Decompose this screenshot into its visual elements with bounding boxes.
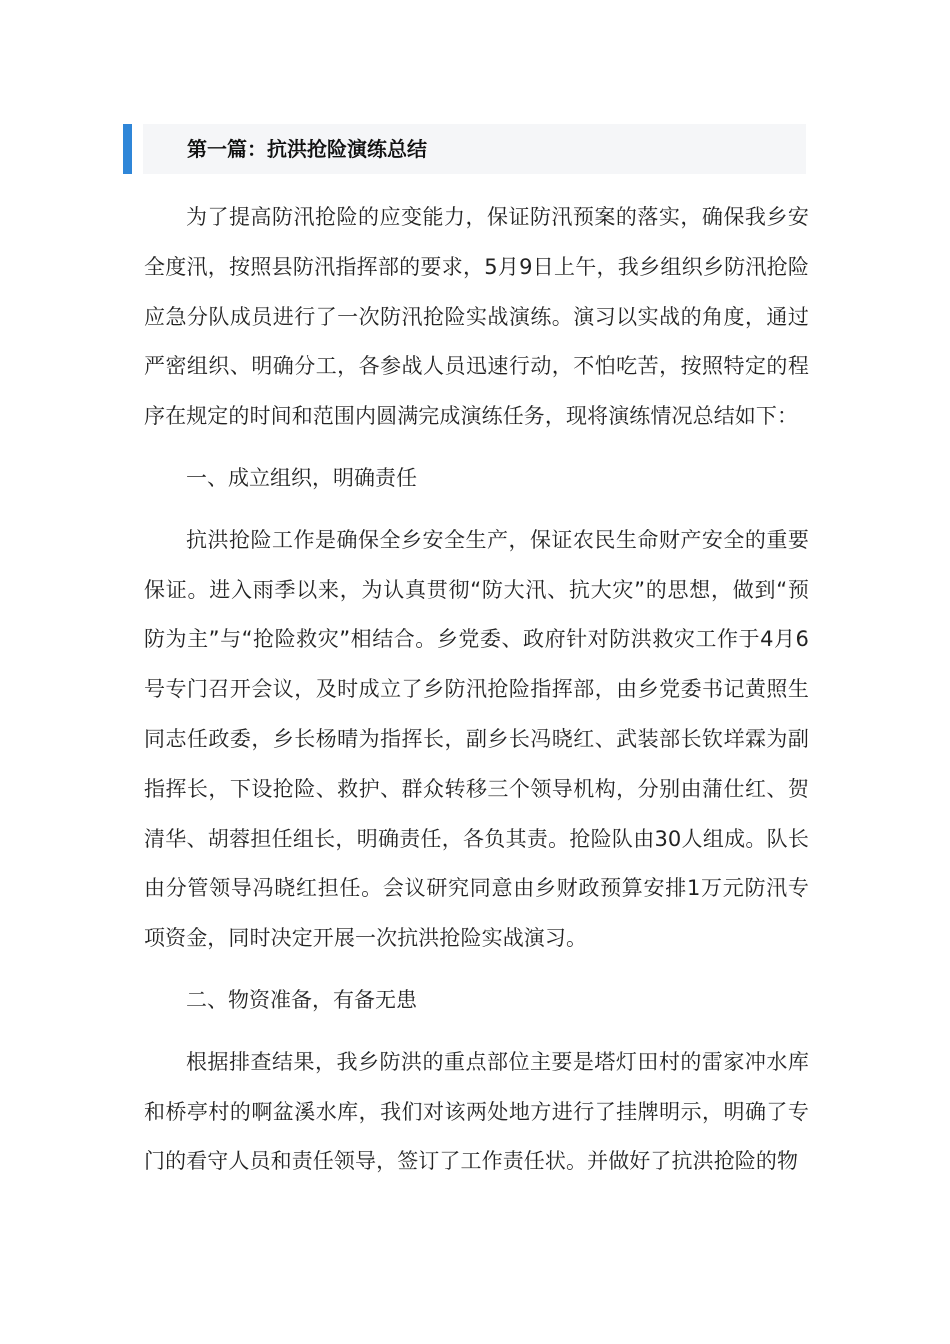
intro-paragraph: 为了提高防汛抢险的应变能力，保证防汛预案的落实，确保我乡安全度汛，按照县防汛指挥部的要求，5月9日上午，我乡组织乡防汛抢险应急分队成员进行了一次防汛抢险实战演练。演习以实战的角度，通过严密组织、明确分工，各参战人员迅速行动，不怕吃苦，按照特定的程序在规定的时间和范围内圆满完成演练任务，现将演练情况总结如下： (144, 205, 809, 429)
section-2-paragraph: 根据排查结果，我乡防洪的重点部位主要是塔灯田村的雷家冲水库和桥亭村的啊盆溪水库，我们对该两处地方进行了挂牌明示，明确了专门的看守人员和责任领导，签订了工作责任状。并做好了抗洪抢险的物 (144, 1049, 809, 1174)
title-accent-bar (123, 124, 132, 174)
title-bar (123, 124, 806, 174)
document-body (144, 193, 809, 1199)
document-title: 第一篇：抗洪抢险演练总结 (187, 137, 427, 161)
section-heading-2: 二、物资准备，有备无患 (186, 987, 417, 1012)
section-1-paragraph: 抗洪抢险工作是确保全乡安全生产，保证农民生命财产安全的重要保证。进入雨季以来，为认真贯彻“防大汛、抗大灾”的思想，做到“预防为主”与“抢险救灾”相结合。乡党委、政府针对防洪救灾工作于4月6号专门召开会议，及时成立了乡防汛抢险指挥部，由乡党委书记黄照生同志任政委，乡长杨晴为指挥长，副乡长冯晓红、武装部长钦垟霖为副指挥长，下设抢险、救护、群众转移三个领导机构，分别由蒲仕红、贺清华、胡蓉担任组长，明确责任，各负其责。抢险队由30人组成。队长由分管领导冯晓红担任。会议研究同意由乡财政预算安排1万元防汛专项资金，同时决定开展一次抗洪抢险实战演习。 (144, 527, 809, 951)
section-heading-1: 一、成立组织，明确责任 (186, 465, 417, 490)
